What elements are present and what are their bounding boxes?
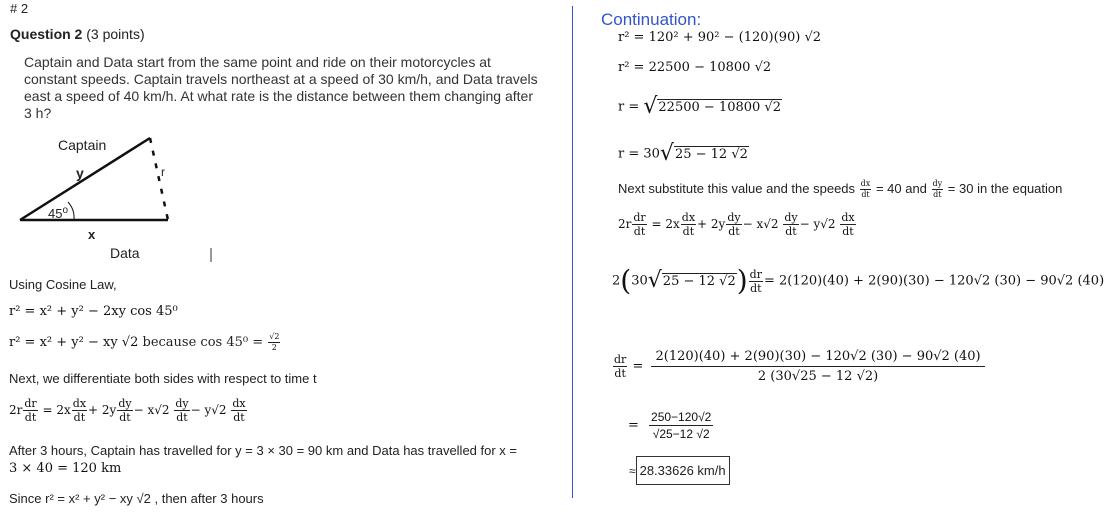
after-3-hours-line2: 3 × 40 = 120 km <box>9 461 122 476</box>
differentiate-text: Next, we differentiate both sides with respect to time t <box>9 371 317 386</box>
question-points: (3 points) <box>86 26 145 42</box>
cos-fraction-den: 2 <box>271 343 277 352</box>
right-eq8-den: √25−12 √2 <box>652 427 710 441</box>
right-eq6-pre: 2 <box>612 273 621 289</box>
approx-sign: ≈ <box>629 464 636 478</box>
cos-fraction <box>268 333 280 352</box>
right-eq7-den: 2 (30√25 − 12 √2) <box>757 369 879 384</box>
angle-unit: o <box>62 205 69 216</box>
right-eq6-inner: 30 <box>631 273 648 289</box>
question-body <box>24 54 538 122</box>
answer-row <box>629 456 730 485</box>
x-label: x <box>88 227 96 242</box>
angle-arc <box>68 202 74 220</box>
question-body-line: constant speeds. Captain travels northeast at a speed of 30 km/h, and Data travels <box>24 71 538 87</box>
substitute-text-start: Next substitute this value and the speeds <box>618 180 856 196</box>
question-title <box>10 26 145 42</box>
right-eq8: = $\frac{250-120√2}{√25-12 √2}$ <box>628 410 712 441</box>
question-body-line: 3 h? <box>24 105 52 121</box>
right-eq6-rhs: = 2(120)(40) + 2(90)(30) − 120√2 (30) − 90√2 (40) <box>763 273 1105 289</box>
angle-label <box>48 205 68 221</box>
right-eq4-lhs: r = 30 <box>618 146 660 162</box>
left-eq2-lhs: r² = x² + y² − xy √2 <box>9 335 139 350</box>
captain-label: Captain <box>58 137 107 153</box>
right-eq7-num: 2(120)(40) + 2(90)(30) − 120√2 (30) − 90√2 (40) <box>651 350 984 367</box>
problem-number: # 2 <box>10 1 29 16</box>
right-eq2: r² = 22500 − 10800 √2 <box>618 60 772 75</box>
after-line1-text: After 3 hours, Captain has travelled for y = 3 × 30 = 90 km and Data has travelled for x = <box>9 443 518 458</box>
substitute-text-mid: = 40 and <box>875 180 927 196</box>
right-eq3-lhs: r = <box>618 99 644 115</box>
right-eq7: $\frac{dr}{dt}$ = $\frac{2(120)(40) + 2(90)(30) - 120√2 (30) - 90√2 (40)}{2 (30√25 - 12 √2)}$ <box>612 350 986 383</box>
right-eq3-radicand: 22500 − 10800 √2 <box>658 99 781 115</box>
left-eq2-text: because cos 45⁰ = <box>138 335 264 350</box>
left-eq2 <box>9 333 281 352</box>
left-derivative-eq: 2r $\frac{dr}{dt}$ = 2x $\frac{dx}{dt}$ + 2y $\frac{dy}{dt}$ − x√2 $\frac{dy}{dt}$ − y√2 $\frac{dx}{dt}$ <box>9 397 246 424</box>
right-eq8-num: 250−120√2 <box>651 410 712 424</box>
continuation-heading: Continuation: <box>601 10 702 29</box>
data-label: Data <box>110 245 140 261</box>
final-answer-box: 28.33626 km/h <box>636 456 730 485</box>
column-divider <box>572 6 573 498</box>
distance-side <box>150 138 168 220</box>
y-label: y <box>76 165 84 181</box>
right-eq6-radicand: 25 − 12 √2 <box>662 273 736 289</box>
right-eq8-fraction <box>649 411 713 440</box>
right-derivative-eq: 2r $\frac{dr}{dt}$ = 2x $\frac{dx}{dt}$ + 2y $\frac{dy}{dt}$ − x√2 $\frac{dy}{dt}$ − y√2 $\frac{dx}{dt}$ <box>618 211 855 238</box>
cos-fraction-num: √2 <box>269 332 280 341</box>
substitute-text-end: = 30 in the equation <box>947 180 1063 196</box>
substitute-text: Next substitute this value and the speeds $\frac{dx}{dt}$ = 40 and $\frac{dy}{dt}$ = 30 in the equation <box>618 179 1063 199</box>
left-eq1: r² = x² + y² − 2xy cos 45⁰ <box>9 304 178 319</box>
cosine-law-text: Using Cosine Law, <box>9 277 117 292</box>
question-body-line: Captain and Data start from the same point and ride on their motorcycles at <box>24 54 491 70</box>
right-eq6: 2(30√25 − 12 √2) $\frac{dr}{dt}$ = 2(120)(40) + 2(90)(30) − 120√2 (30) − 90√2 (40) <box>612 264 1105 297</box>
r-label: r <box>161 165 165 179</box>
right-eq4: r = 30√25 − 12 √2 <box>618 141 748 166</box>
right-eq1: r² = 120² + 90² − (120)(90) √2 <box>618 30 822 45</box>
since-line: Since r² = x² + y² − xy √2 , then after 3 hours <box>9 491 264 506</box>
triangle-diagram <box>0 130 260 270</box>
question-title-text: Question 2 <box>10 26 83 42</box>
angle-value: 45 <box>48 206 63 221</box>
right-eq7-fraction <box>651 350 984 383</box>
after-3-hours-line1 <box>9 443 517 458</box>
right-eq4-radicand: 25 − 12 √2 <box>674 146 748 162</box>
right-eq3: r = √22500 − 10800 √2 <box>618 94 781 119</box>
question-body-line: east a speed of 40 km/h. At what rate is the distance between them changing after <box>24 88 533 104</box>
